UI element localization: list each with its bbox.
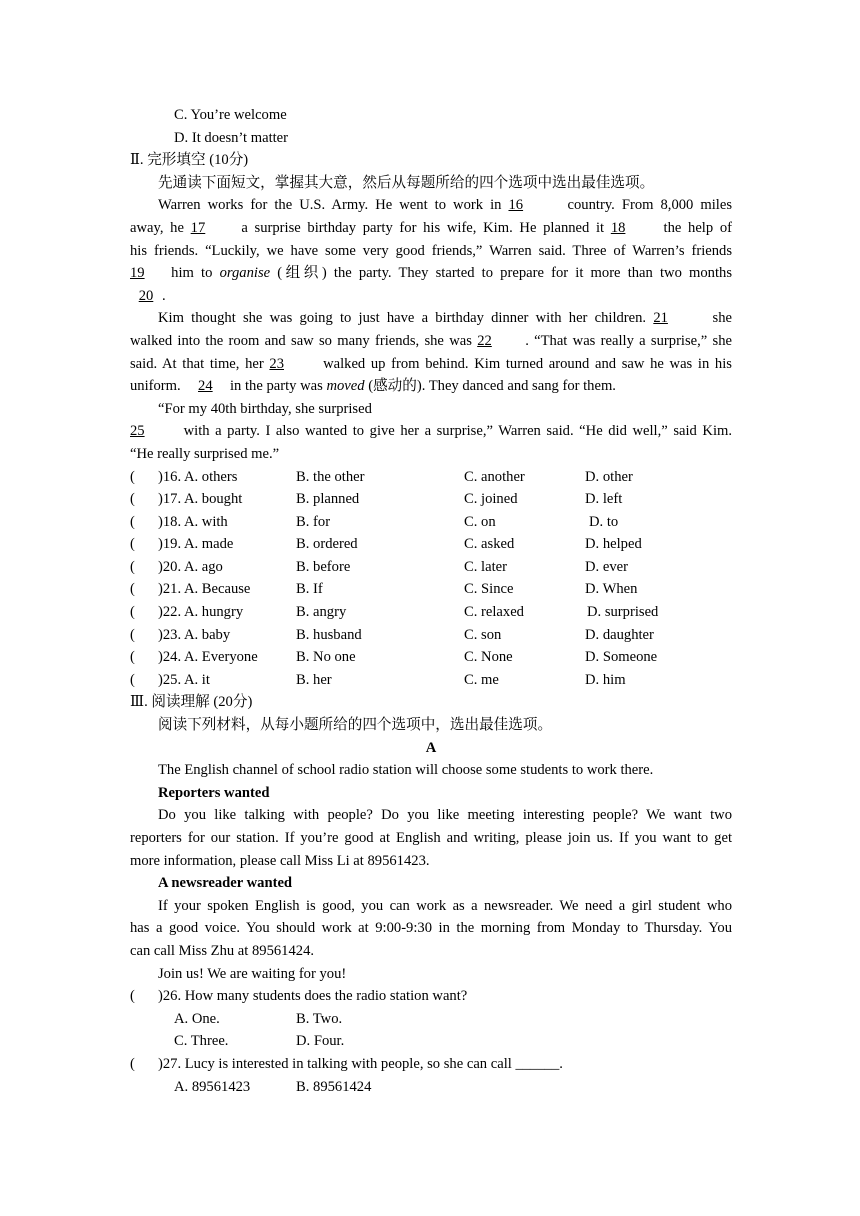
cloze-p2-line1 [130,307,732,330]
italic-word: moved [326,378,365,395]
cloze-p1-line3: his friends. “Luckily, we have some very good friends,” Warren said. Three of Warren’s friends [130,242,732,259]
cloze-questions [130,466,732,692]
answer-paren[interactable]: ( [130,491,135,508]
option-b: B. for [296,513,331,530]
option-b: B. If [296,581,323,598]
question-23 [130,624,732,647]
blank-19: 19 [130,265,145,282]
option-b: B. husband [296,626,362,643]
blank-20: 20 [138,287,154,304]
answer-paren[interactable]: ( [130,671,135,688]
newsreader-line2: has a good voice. You should work at 9:00-9:30 in the morning from Monday to Thursday. You [130,920,732,937]
ad-heading-reporters: Reporters wanted [158,784,270,801]
italic-word: organise [219,265,271,282]
text: (感动的). They danced and sang for them. [368,378,616,395]
text: in the party was [229,378,323,395]
question-26 [130,985,732,1008]
option-d: D. to [589,513,619,530]
option-c: C. me [464,671,499,688]
cloze-p1-line4 [130,262,732,285]
answer-paren[interactable]: ( [130,604,135,621]
option-a: )22. A. hungry [158,604,244,621]
option-a: )17. A. bought [158,491,243,508]
text: walked up from behind. Kim turned around and saw he was in his [323,355,732,372]
option-c: C. Since [464,581,514,598]
text: country. From 8,000 miles [567,197,732,214]
option-a: )20. A. ago [158,558,223,575]
option-c: C. later [464,558,507,575]
blank-21: 21 [653,310,668,327]
option-d: D. ever [585,558,628,575]
option-a: A. 89561423 [174,1078,251,1095]
question-26-options-cd [130,1030,732,1053]
option-a: )18. A. with [158,513,228,530]
question-26-options-ab [130,1008,732,1031]
answer-paren[interactable]: ( [130,536,135,553]
ad-heading-newsreader: A newsreader wanted [158,875,293,892]
option-d: D. him [585,671,626,688]
reporters-line2: reporters for our station. If you’re good at English and writing, please join us. If you want to get [130,830,732,846]
text: . [162,287,166,304]
answer-paren[interactable]: ( [130,513,135,530]
option-d: D. It doesn’t matter [174,129,289,146]
blank-18: 18 [610,219,626,236]
cloze-p1-line2 [130,217,732,240]
text: away, he [130,219,184,236]
text: Kim thought she was going to just have a birthday dinner with her children. [158,310,647,327]
blank-17: 17 [190,219,206,236]
cloze-p3-line3: “He really surprised me.” [130,445,280,462]
option-a: )16. A. others [158,468,238,485]
option-b: B. the other [296,468,365,485]
cloze-p2-line3 [130,353,732,376]
text: said. At that time, her [130,355,264,372]
option-d: D. left [585,491,623,508]
answer-paren[interactable]: ( [130,468,135,485]
question-24 [130,646,732,669]
option-b: B. planned [296,491,360,508]
option-c: C. on [464,513,496,530]
option-c: C. asked [464,536,515,553]
passage-closing: Join us! We are waiting for you! [158,965,347,982]
option-a: )24. A. Everyone [158,649,258,666]
passage-intro: The English channel of school radio station will choose some students to work there. [158,762,654,779]
option-c: C. another [464,468,525,485]
cloze-p1-line1 [130,194,732,217]
text: Warren works for the U.S. Army. He went to work in [158,197,502,214]
text: the help of [663,219,733,236]
newsreader-line1: If your spoken English is good, you can work as a newsreader. We need a girl student who [158,897,732,914]
option-c: C. Three. [174,1033,229,1050]
answer-paren[interactable]: ( [130,1055,135,1072]
question-21 [130,578,732,601]
text: (组织) the party. They started to prepare for it more than two months [277,265,733,282]
cloze-p3-line2 [130,420,732,443]
section-2-instruction: 先通读下面短文，掌握其大意，然后从每题所给的四个选项中选出最佳选项。 [158,174,655,191]
option-a: )25. A. it [158,671,210,688]
option-b: B. ordered [296,536,358,553]
option-d: D. Someone [585,649,658,666]
option-c: C. joined [464,491,518,508]
reporters-line1: Do you like talking with people? Do you like meeting interesting people? We want two [158,807,732,824]
blank-23: 23 [269,355,284,372]
worksheet-page [130,104,732,1098]
question-stem: )27. Lucy is interested in talking with people, so she can call ______. [158,1055,563,1072]
option-a: )19. A. made [158,536,234,553]
option-d: D. helped [585,536,642,553]
question-17 [130,488,732,511]
question-27-options-ab [130,1076,732,1099]
text: walked into the room and saw so many friends, she was [130,332,472,349]
option-d: D. When [585,581,638,598]
section-2-title: Ⅱ. 完形填空 (10分) [130,152,249,169]
cloze-p3-line1: “For my 40th birthday, she surprised [158,400,372,417]
cloze-p2-line2 [130,330,732,353]
option-a: )21. A. Because [158,581,251,598]
text: . “That was really a surprise,” she [525,332,733,349]
question-20 [130,556,732,579]
option-c: C. You’re welcome [174,107,287,123]
option-d: D. other [585,468,633,485]
passage-label: A [425,739,437,756]
text: with a party. I also wanted to give her a surprise,” Warren said. “He did well,” said Kim. [183,423,732,440]
cloze-p1-line5 [130,285,732,308]
question-stem: )26. How many students does the radio station want? [158,988,468,1005]
option-c: C. None [464,649,513,666]
blank-16: 16 [508,197,524,214]
text: uniform. [130,378,181,395]
answer-paren[interactable]: ( [130,581,135,598]
option-d: D. daughter [585,626,654,643]
question-18 [130,511,732,534]
text: him to [171,265,213,282]
blank-22: 22 [477,332,492,349]
option-d: D. Four. [296,1033,345,1050]
text: a surprise birthday party for his wife, Kim. He planned it [241,219,605,236]
blank-24: 24 [198,378,213,395]
answer-paren[interactable]: ( [130,558,135,575]
option-c: C. son [464,626,502,643]
section-3-title: Ⅲ. 阅读理解 (20分) [130,694,253,711]
cloze-p2-line4 [130,375,732,398]
option-b: B. before [296,558,351,575]
newsreader-line3: can call Miss Zhu at 89561424. [130,942,315,959]
option-a: )23. A. baby [158,626,231,643]
option-c: C. relaxed [464,604,524,621]
question-22 [130,601,732,624]
option-b: B. her [296,671,332,688]
section-3-instruction: 阅读下列材料，从每小题所给的四个选项中，选出最佳选项。 [158,717,553,734]
question-25 [130,669,732,692]
option-b: B. No one [296,649,356,666]
reporters-line3: more information, please call Miss Li at 89561423. [130,852,430,869]
option-b: B. angry [296,604,347,621]
option-b: B. 89561424 [296,1078,372,1095]
answer-paren[interactable]: ( [130,988,135,1005]
question-27 [130,1053,732,1076]
option-d: D. surprised [587,604,659,621]
option-b: B. Two. [296,1010,343,1027]
text: she [712,310,732,327]
answer-paren[interactable]: ( [130,626,135,643]
answer-paren[interactable]: ( [130,649,135,666]
blank-25: 25 [130,423,145,440]
question-16 [130,466,732,489]
question-19 [130,533,732,556]
option-a: A. One. [174,1010,220,1027]
